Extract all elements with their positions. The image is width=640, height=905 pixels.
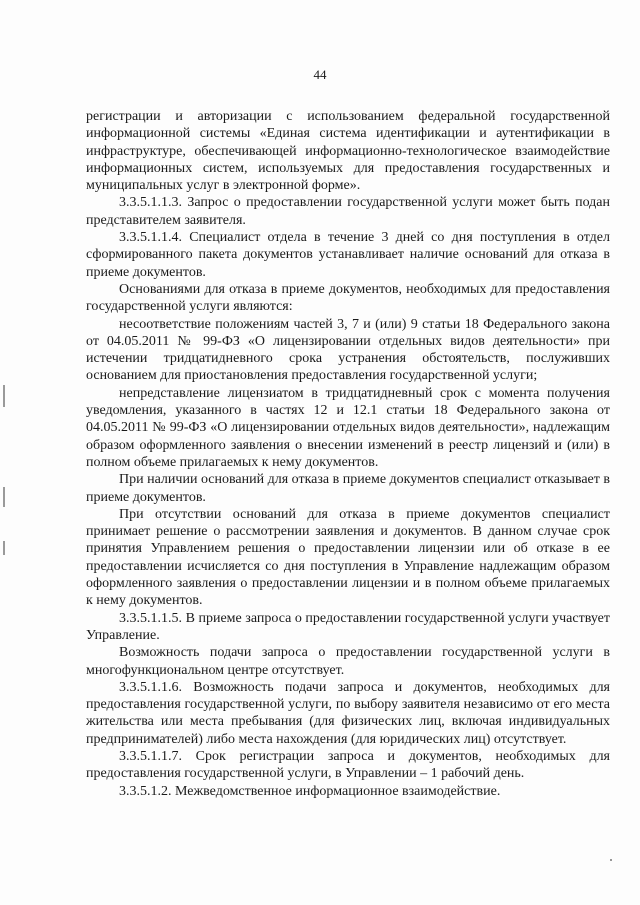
- paragraph: 3.3.5.1.1.7. Срок регистрации запроса и документов, необходимых для предоставления государственной услуги, в Управлении – 1 рабочий день.: [86, 748, 610, 782]
- scan-edge-mark: [3, 385, 5, 407]
- document-body: [86, 108, 610, 800]
- paragraph: регистрации и авторизации с использованием федеральной государственной информационной системы «Единая система идентификации и аутентификации в инфраструктуре, обеспечивающей информационно-технологическое взаимодействие информационных систем, используемых для предоставления государственных и муниципальных услуг в электронной форме».: [86, 109, 610, 194]
- paragraph: 3.3.5.1.2. Межведомственное информационное взаимодействие.: [119, 783, 501, 799]
- paragraph: 3.3.5.1.1.5. В приеме запроса о предоставлении государственной услуги участвует Управление.: [86, 610, 610, 643]
- scan-edge-mark: [3, 487, 5, 507]
- page-number: 44: [313, 67, 327, 82]
- paragraph: 3.3.5.1.1.6. Возможность подачи запроса и документов, необходимых для предоставления государственной услуги, по выбору заявителя независимо от его места жительства или места пребывания (для физических лиц, включая индивидуальных предпринимателей) либо места нахождения (для юридических лиц) отсутствует.: [86, 679, 610, 747]
- scan-speck: [610, 859, 612, 861]
- paragraph: Возможность подачи запроса о предоставлении государственной услуги в многофункциональном центре отсутствует.: [86, 645, 610, 678]
- paragraph: 3.3.5.1.1.3. Запрос о предоставлении государственной услуги может быть подан представителем заявителя.: [86, 195, 610, 228]
- paragraph: Основаниями для отказа в приеме документов, необходимых для предоставления государственной услуги являются:: [86, 281, 610, 315]
- paragraph: При отсутствии оснований для отказа в приеме документов специалист принимает решение о рассмотрении заявления и документов. В данном случае срок принятия Управлением решения о предоставлении лицензии или об отказе в ее предоставлении исчисляется со дня поступления в Управление надлежащим образом оформленного заявления о предоставлении лицензии и в полном объеме прилагаемых к нему документов.: [86, 506, 610, 609]
- scan-edge-mark: [3, 541, 5, 555]
- paragraph: 3.3.5.1.1.4. Специалист отдела в течение 3 дней со дня поступления в отдел сформированного пакета документов устанавливает наличие оснований для отказа в приеме документов.: [86, 230, 610, 280]
- paragraph: несоответствие положениям частей 3, 7 и (или) 9 статьи 18 Федерального закона от 04.05.2011 № 99-ФЗ «О лицензировании отдельных видов деятельности» при истечении тридцатидневного срока устранения обстоятельств, послуживших основанием для приостановления предоставления государственной услуги;: [86, 316, 610, 384]
- paragraph: При наличии оснований для отказа в приеме документов специалист отказывает в приеме документов.: [86, 472, 610, 505]
- paragraph: непредставление лицензиатом в тридцатидневный срок с момента получения уведомления, указанного в частях 12 и 12.1 статьи 18 Федерального закона от 04.05.2011 № 99-ФЗ «О лицензировании отдельных видов деятельности», надлежащим образом оформленного заявления о внесении изменений в реестр лицензий и (или) в полном объеме прилагаемых к нему документов.: [86, 385, 610, 470]
